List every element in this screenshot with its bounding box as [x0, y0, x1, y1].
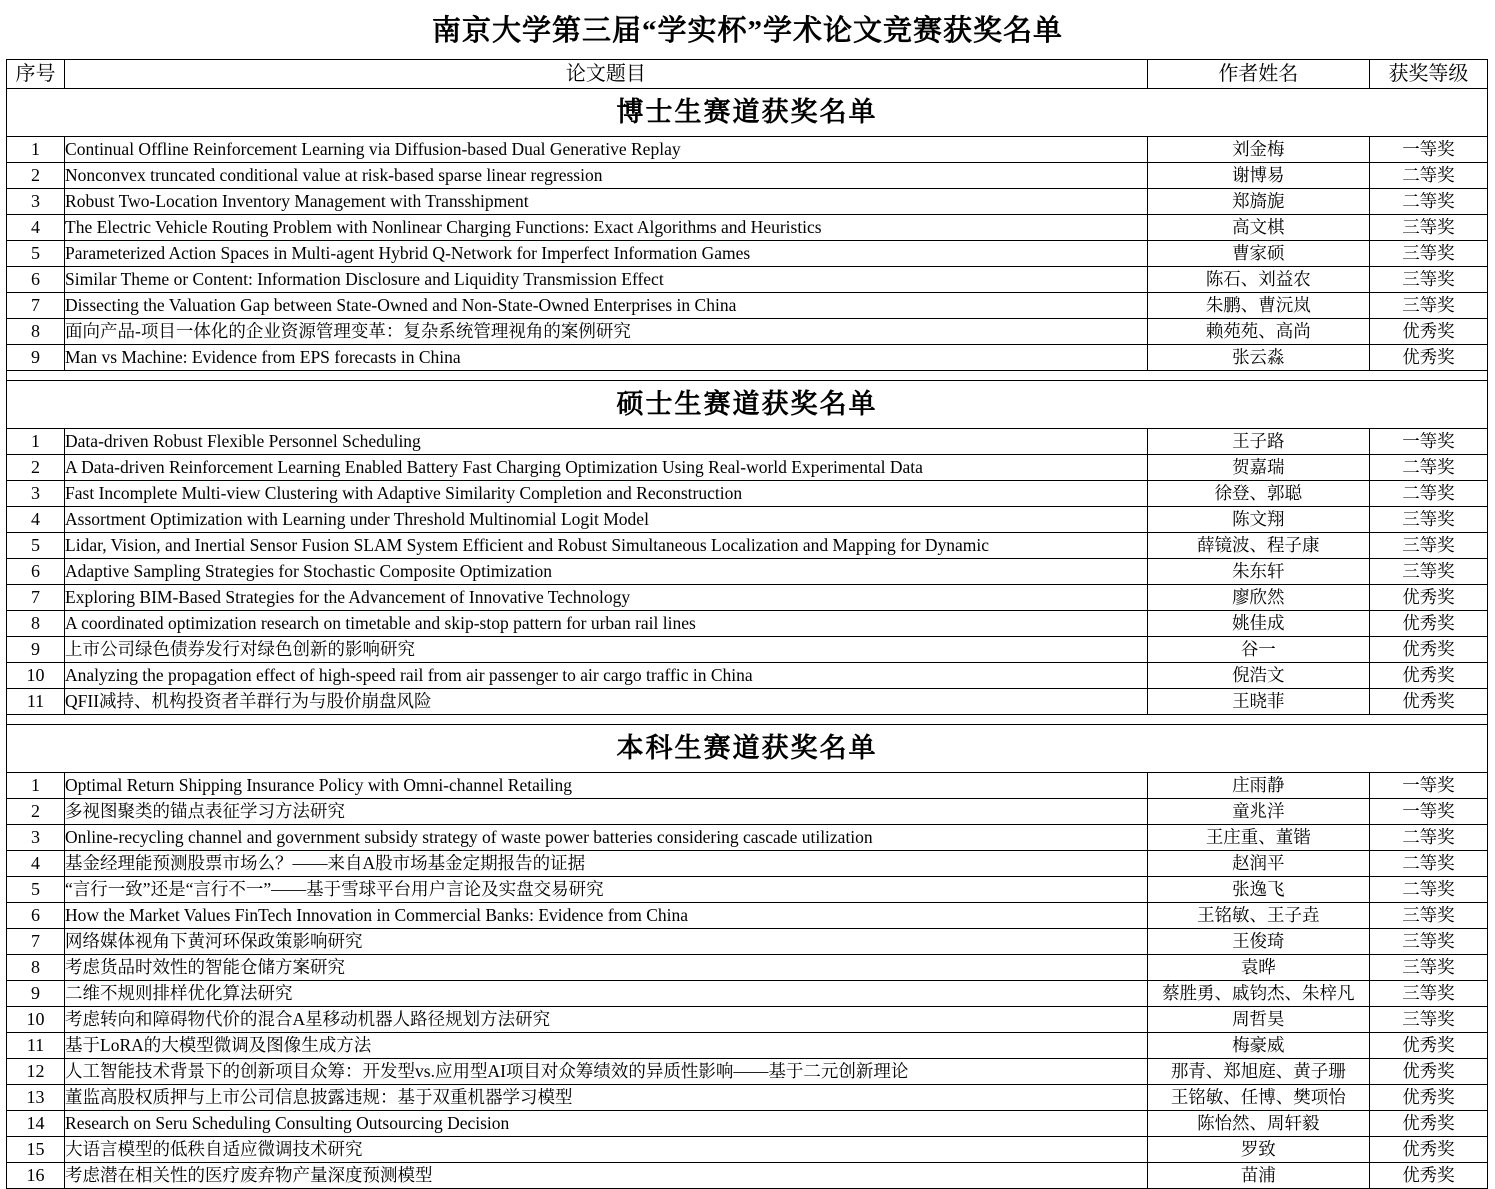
paper-title-cell: 大语言模型的低秩自适应微调技术研究	[65, 1137, 1148, 1163]
table-row	[7, 507, 1488, 533]
page-title: 南京大学第三届“学实杯”学术论文竞赛获奖名单	[431, 15, 1063, 47]
section-header: 本科生赛道获奖名单	[7, 725, 1488, 773]
award-level-cell: 三等奖	[1369, 267, 1487, 293]
award-level-cell: 优秀奖	[1369, 585, 1487, 611]
author-cell: 王晓菲	[1147, 689, 1369, 715]
row-index: 3	[7, 825, 65, 851]
row-index: 16	[7, 1163, 65, 1189]
table-row	[7, 637, 1488, 663]
paper-title-cell: Similar Theme or Content: Information Disclosure and Liquidity Transmission Effect	[65, 267, 1148, 293]
award-level-cell: 优秀奖	[1369, 611, 1487, 637]
paper-title-cell: “言行一致”还是“言行不一”——基于雪球平台用户言论及实盘交易研究	[65, 877, 1148, 903]
section-header: 博士生赛道获奖名单	[7, 89, 1488, 137]
author-cell: 徐登、郭聪	[1147, 481, 1369, 507]
table-row	[7, 1163, 1488, 1189]
table-row	[7, 215, 1488, 241]
author-cell: 童兆洋	[1147, 799, 1369, 825]
table-row	[7, 689, 1488, 715]
table-row	[7, 137, 1488, 163]
paper-title-cell: How the Market Values FinTech Innovation in Commercial Banks: Evidence from China	[65, 903, 1148, 929]
column-header-author: 作者姓名	[1147, 60, 1369, 89]
award-level-cell: 三等奖	[1369, 559, 1487, 585]
row-index: 1	[7, 137, 65, 163]
author-cell: 袁晔	[1147, 955, 1369, 981]
paper-title-cell: 董监高股权质押与上市公司信息披露违规：基于双重机器学习模型	[65, 1085, 1148, 1111]
row-index: 3	[7, 481, 65, 507]
paper-title-cell: 人工智能技术背景下的创新项目众筹：开发型vs.应用型AI项目对众筹绩效的异质性影响——基于二元创新理论	[65, 1059, 1148, 1085]
author-cell: 薛镜波、程子康	[1147, 533, 1369, 559]
author-cell: 那青、郑旭庭、黄子珊	[1147, 1059, 1369, 1085]
paper-title-cell: Parameterized Action Spaces in Multi-agent Hybrid Q-Network for Imperfect Information Games	[65, 241, 1148, 267]
award-level-cell: 二等奖	[1369, 877, 1487, 903]
row-index: 4	[7, 851, 65, 877]
author-cell: 苗浦	[1147, 1163, 1369, 1189]
section-spacer-row	[7, 715, 1488, 725]
row-index: 2	[7, 799, 65, 825]
award-level-cell: 优秀奖	[1369, 1111, 1487, 1137]
award-level-cell: 三等奖	[1369, 293, 1487, 319]
author-cell: 贺嘉瑞	[1147, 455, 1369, 481]
table-row	[7, 345, 1488, 371]
table-row	[7, 559, 1488, 585]
table-body	[7, 89, 1488, 1189]
award-level-cell: 一等奖	[1369, 429, 1487, 455]
author-cell: 朱鹏、曹沅岚	[1147, 293, 1369, 319]
award-level-cell: 优秀奖	[1369, 1137, 1487, 1163]
paper-title-cell: A coordinated optimization research on timetable and skip-stop pattern for urban rail lines	[65, 611, 1148, 637]
author-cell: 姚佳成	[1147, 611, 1369, 637]
row-index: 4	[7, 507, 65, 533]
section-spacer	[7, 371, 1488, 381]
row-index: 7	[7, 585, 65, 611]
row-index: 2	[7, 163, 65, 189]
row-index: 8	[7, 955, 65, 981]
table-row	[7, 293, 1488, 319]
author-cell: 廖欣然	[1147, 585, 1369, 611]
row-index: 8	[7, 611, 65, 637]
table-row	[7, 429, 1488, 455]
row-index: 9	[7, 345, 65, 371]
table-row	[7, 773, 1488, 799]
column-header-paper-title: 论文题目	[65, 60, 1148, 89]
row-index: 5	[7, 877, 65, 903]
award-level-cell: 二等奖	[1369, 825, 1487, 851]
paper-title-cell: Exploring BIM-Based Strategies for the Advancement of Innovative Technology	[65, 585, 1148, 611]
author-cell: 王铭敏、任博、樊项怡	[1147, 1085, 1369, 1111]
author-cell: 谢博易	[1147, 163, 1369, 189]
paper-title-cell: Online-recycling channel and government subsidy strategy of waste power batteries considering cascade utilization	[65, 825, 1148, 851]
table-row	[7, 929, 1488, 955]
row-index: 5	[7, 533, 65, 559]
author-cell: 朱东轩	[1147, 559, 1369, 585]
section-header-row	[7, 89, 1488, 137]
award-level-cell: 优秀奖	[1369, 1085, 1487, 1111]
row-index: 6	[7, 559, 65, 585]
row-index: 10	[7, 1007, 65, 1033]
author-cell: 庄雨静	[1147, 773, 1369, 799]
table-row	[7, 825, 1488, 851]
row-index: 5	[7, 241, 65, 267]
award-level-cell: 二等奖	[1369, 851, 1487, 877]
row-index: 6	[7, 267, 65, 293]
award-level-cell: 一等奖	[1369, 137, 1487, 163]
table-row	[7, 1137, 1488, 1163]
award-level-cell: 优秀奖	[1369, 319, 1487, 345]
award-level-cell: 三等奖	[1369, 955, 1487, 981]
paper-title-cell: 网络媒体视角下黄河环保政策影响研究	[65, 929, 1148, 955]
table-row	[7, 611, 1488, 637]
paper-title-cell: 考虑潜在相关性的医疗废弃物产量深度预测模型	[65, 1163, 1148, 1189]
row-index: 2	[7, 455, 65, 481]
row-index: 11	[7, 1033, 65, 1059]
row-index: 6	[7, 903, 65, 929]
section-spacer	[7, 715, 1488, 725]
table-row	[7, 455, 1488, 481]
author-cell: 陈怡然、周轩毅	[1147, 1111, 1369, 1137]
paper-title-cell: Adaptive Sampling Strategies for Stochastic Composite Optimization	[65, 559, 1148, 585]
row-index: 4	[7, 215, 65, 241]
award-level-cell: 三等奖	[1369, 929, 1487, 955]
table-row	[7, 1111, 1488, 1137]
author-cell: 赵润平	[1147, 851, 1369, 877]
paper-title-cell: A Data-driven Reinforcement Learning Enabled Battery Fast Charging Optimization Using Real-world Experimental Data	[65, 455, 1148, 481]
award-level-cell: 三等奖	[1369, 215, 1487, 241]
paper-title-cell: Assortment Optimization with Learning under Threshold Multinomial Logit Model	[65, 507, 1148, 533]
paper-title-cell: Fast Incomplete Multi-view Clustering with Adaptive Similarity Completion and Reconstruction	[65, 481, 1148, 507]
author-cell: 王子路	[1147, 429, 1369, 455]
paper-title-cell: Lidar, Vision, and Inertial Sensor Fusion SLAM System Efficient and Robust Simultaneous Localization and Mapping for Dynamic	[65, 533, 1148, 559]
table-header	[7, 60, 1488, 89]
author-cell: 郑旖旎	[1147, 189, 1369, 215]
section-spacer-row	[7, 371, 1488, 381]
paper-title-cell: 多视图聚类的锚点表征学习方法研究	[65, 799, 1148, 825]
award-level-cell: 三等奖	[1369, 903, 1487, 929]
table-row	[7, 955, 1488, 981]
row-index: 3	[7, 189, 65, 215]
row-index: 7	[7, 293, 65, 319]
paper-title-cell: Research on Seru Scheduling Consulting Outsourcing Decision	[65, 1111, 1148, 1137]
award-level-cell: 三等奖	[1369, 981, 1487, 1007]
row-index: 15	[7, 1137, 65, 1163]
table-row	[7, 481, 1488, 507]
row-index: 1	[7, 773, 65, 799]
table-row	[7, 267, 1488, 293]
row-index: 9	[7, 981, 65, 1007]
row-index: 10	[7, 663, 65, 689]
award-level-cell: 优秀奖	[1369, 663, 1487, 689]
author-cell: 倪浩文	[1147, 663, 1369, 689]
paper-title-cell: Nonconvex truncated conditional value at risk-based sparse linear regression	[65, 163, 1148, 189]
table-row	[7, 585, 1488, 611]
paper-title-cell: The Electric Vehicle Routing Problem with Nonlinear Charging Functions: Exact Algorithms and Heuristics	[65, 215, 1148, 241]
author-cell: 周哲昊	[1147, 1007, 1369, 1033]
award-level-cell: 三等奖	[1369, 507, 1487, 533]
author-cell: 蔡胜勇、戚钧杰、朱梓凡	[1147, 981, 1369, 1007]
row-index: 12	[7, 1059, 65, 1085]
author-cell: 张逸飞	[1147, 877, 1369, 903]
award-level-cell: 三等奖	[1369, 241, 1487, 267]
table-row	[7, 1085, 1488, 1111]
award-level-cell: 优秀奖	[1369, 1059, 1487, 1085]
table-row	[7, 319, 1488, 345]
award-level-cell: 三等奖	[1369, 1007, 1487, 1033]
section-header-row	[7, 381, 1488, 429]
table-row	[7, 241, 1488, 267]
author-cell: 陈文翔	[1147, 507, 1369, 533]
author-cell: 王庄重、董锴	[1147, 825, 1369, 851]
column-header-award: 获奖等级	[1369, 60, 1487, 89]
author-cell: 谷一	[1147, 637, 1369, 663]
table-row	[7, 903, 1488, 929]
paper-title-cell: 考虑货品时效性的智能仓储方案研究	[65, 955, 1148, 981]
paper-title-cell: 上市公司绿色债券发行对绿色创新的影响研究	[65, 637, 1148, 663]
award-level-cell: 优秀奖	[1369, 1033, 1487, 1059]
paper-title-cell: Dissecting the Valuation Gap between State-Owned and Non-State-Owned Enterprises in China	[65, 293, 1148, 319]
author-cell: 陈石、刘益农	[1147, 267, 1369, 293]
paper-title-cell: Man vs Machine: Evidence from EPS forecasts in China	[65, 345, 1148, 371]
award-level-cell: 二等奖	[1369, 455, 1487, 481]
table-row	[7, 163, 1488, 189]
award-level-cell: 优秀奖	[1369, 1163, 1487, 1189]
award-level-cell: 二等奖	[1369, 481, 1487, 507]
table-row	[7, 799, 1488, 825]
award-list-table	[6, 59, 1488, 1189]
award-level-cell: 三等奖	[1369, 533, 1487, 559]
section-header: 硕士生赛道获奖名单	[7, 381, 1488, 429]
author-cell: 王铭敏、王子垚	[1147, 903, 1369, 929]
award-level-cell: 优秀奖	[1369, 637, 1487, 663]
paper-title-cell: Analyzing the propagation effect of high-speed rail from air passenger to air cargo traffic in China	[65, 663, 1148, 689]
author-cell: 张云淼	[1147, 345, 1369, 371]
table-row	[7, 1033, 1488, 1059]
row-index: 9	[7, 637, 65, 663]
award-level-cell: 二等奖	[1369, 189, 1487, 215]
row-index: 13	[7, 1085, 65, 1111]
paper-title-cell: 基于LoRA的大模型微调及图像生成方法	[65, 1033, 1148, 1059]
paper-title-cell: Continual Offline Reinforcement Learning via Diffusion-based Dual Generative Replay	[65, 137, 1148, 163]
paper-title-cell: Data-driven Robust Flexible Personnel Scheduling	[65, 429, 1148, 455]
table-row	[7, 1007, 1488, 1033]
table-row	[7, 851, 1488, 877]
author-cell: 刘金梅	[1147, 137, 1369, 163]
table-row	[7, 663, 1488, 689]
row-index: 1	[7, 429, 65, 455]
paper-title-cell: 面向产品-项目一体化的企业资源管理变革：复杂系统管理视角的案例研究	[65, 319, 1148, 345]
row-index: 11	[7, 689, 65, 715]
author-cell: 高文棋	[1147, 215, 1369, 241]
author-cell: 赖苑苑、高尚	[1147, 319, 1369, 345]
paper-title-cell: 基金经理能预测股票市场么？——来自A股市场基金定期报告的证据	[65, 851, 1148, 877]
author-cell: 曹家硕	[1147, 241, 1369, 267]
paper-title-cell: 考虑转向和障碍物代价的混合A星移动机器人路径规划方法研究	[65, 1007, 1148, 1033]
row-index: 7	[7, 929, 65, 955]
award-level-cell: 优秀奖	[1369, 345, 1487, 371]
author-cell: 王俊琦	[1147, 929, 1369, 955]
table-row	[7, 877, 1488, 903]
paper-title-cell: Robust Two-Location Inventory Management with Transshipment	[65, 189, 1148, 215]
table-row	[7, 189, 1488, 215]
paper-title-cell: 二维不规则排样优化算法研究	[65, 981, 1148, 1007]
author-cell: 罗致	[1147, 1137, 1369, 1163]
section-header-row	[7, 725, 1488, 773]
award-level-cell: 二等奖	[1369, 163, 1487, 189]
award-level-cell: 一等奖	[1369, 773, 1487, 799]
row-index: 8	[7, 319, 65, 345]
table-row	[7, 981, 1488, 1007]
award-level-cell: 优秀奖	[1369, 689, 1487, 715]
column-header-index: 序号	[7, 60, 65, 89]
author-cell: 梅豪威	[1147, 1033, 1369, 1059]
paper-title-cell: QFII减持、机构投资者羊群行为与股价崩盘风险	[65, 689, 1148, 715]
paper-title-cell: Optimal Return Shipping Insurance Policy with Omni-channel Retailing	[65, 773, 1148, 799]
award-level-cell: 一等奖	[1369, 799, 1487, 825]
table-row	[7, 1059, 1488, 1085]
row-index: 14	[7, 1111, 65, 1137]
table-row	[7, 533, 1488, 559]
